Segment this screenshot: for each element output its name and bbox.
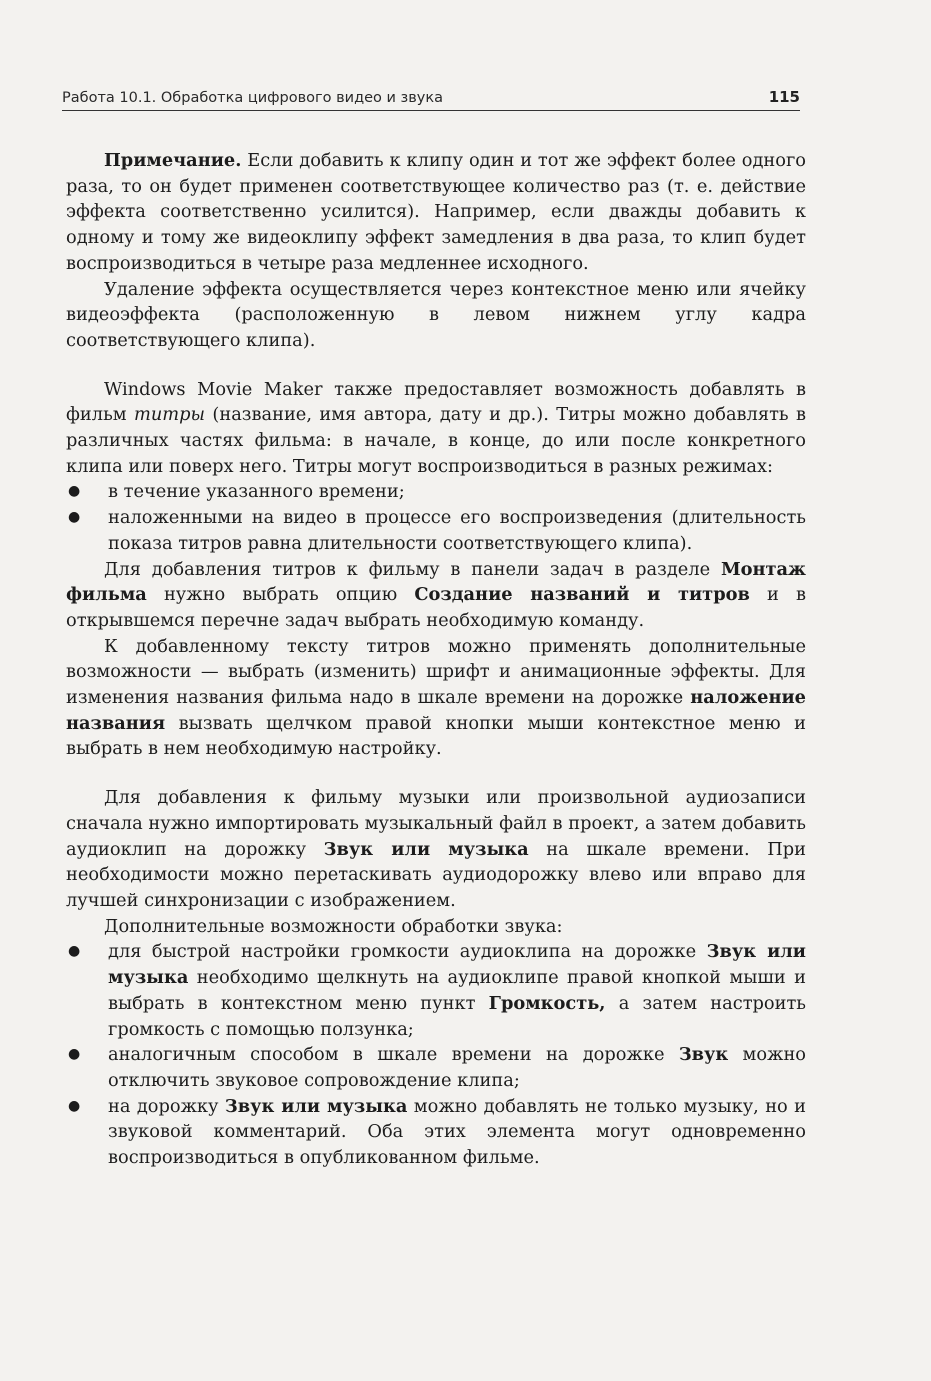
sound-options-list: [66, 939, 806, 1170]
titles-modes-list: [66, 479, 806, 556]
paragraph-note: Примечание. Если добавить к клипу один и тот же эффект более одного раза, то он будет применен соответствующее количество раз (т. е. действие эффекта соответственно усилится). Например, если дважды добавить к одному и тому же видеоклипу эффект замедления в два раза, то клип будет воспроизводиться в четыре раза медленнее исходного.: [66, 150, 806, 274]
note-label: Примечание.: [104, 150, 242, 171]
running-header: [62, 88, 800, 111]
bullet-icon: ●: [68, 1046, 81, 1063]
term-titles: титры: [133, 404, 206, 426]
bullet-icon: ●: [68, 483, 81, 500]
paragraph-sound-options: Дополнительные возможности обработки звука:: [104, 915, 563, 937]
bullet-icon: ●: [68, 943, 81, 960]
term-create-titles: Создание названий и титров: [414, 584, 750, 606]
paragraph-add-music: Для добавления к фильму музыки или произвольной аудиозаписи сначала нужно импортировать музыкальный файл в проект, а затем добавить аудиоклип на дорожку Звук или музыка на шкале времени. При необходимости можно перетаскивать аудиодорожку влево или вправо для лучшей синхронизации с изображением.: [66, 787, 806, 911]
page-body: [66, 148, 806, 1171]
paragraph-effect-removal: Удаление эффекта осуществляется через контекстное меню или ячейку видеоэффекта (расположенную в левом нижнем углу кадра соответствующего клипа).: [66, 278, 806, 351]
paragraph-add-titles: Для добавления титров к фильму в панели задач в разделе Монтаж фильма нужно выбрать опцию Создание названий и титров и в открывшемся перечне задач выбрать необходимую команду.: [66, 558, 806, 631]
paragraph-titles-intro: Windows Movie Maker также предоставляет возможность добавлять в фильм титры (название, имя автора, дату и др.). Титры можно добавлять в различных частях фильма: в начале, в конце, до или после конкретного клипа или поверх него. Титры могут воспроизводиться в разных режимах:: [66, 378, 806, 477]
running-header-title: Работа 10.1. Обработка цифрового видео и звука: [62, 90, 444, 106]
page-number: 115: [768, 88, 800, 106]
term-title-overlay: наложение названия: [66, 687, 806, 734]
list-item: ● аналогичным способом в шкале времени на дорожке Звук можно отключить звуковое сопровождение клипа;: [68, 1044, 807, 1091]
list-item: ● наложенными на видео в процессе его воспроизведения (длительность показа титров равна длительности соответствующего клипа).: [68, 507, 806, 554]
list-item: ● на дорожку Звук или музыка можно добавлять не только музыку, но и звуковой комментарий. Оба этих элемента могут одновременно воспроизводиться в опубликованном фильме.: [68, 1095, 806, 1169]
term-movie-montage: Монтаж фильма: [66, 558, 806, 606]
paragraph-title-effects: К добавленному тексту титров можно применять дополнительные возможности — выбрать (изменить) шрифт и анимационные эффекты. Для изменения названия фильма надо в шкале времени на дорожке наложение названия вызвать щелчком правой кнопки мыши контекстное меню и выбрать в нем необходимую настройку.: [66, 635, 806, 760]
bullet-icon: ●: [68, 1097, 81, 1114]
list-item: ● в течение указанного времени;: [66, 479, 806, 505]
list-item: ● для быстрой настройки громкости аудиоклипа на дорожке Звук или музыка необходимо щелкнуть на аудиоклипе правой кнопкой мыши и выбрать в контекстном меню пункт Громкость, а затем настроить громкость с помощью ползунка;: [68, 941, 806, 1040]
term-audio-track: Звук или музыка: [323, 838, 529, 860]
bullet-icon: ●: [68, 509, 81, 526]
